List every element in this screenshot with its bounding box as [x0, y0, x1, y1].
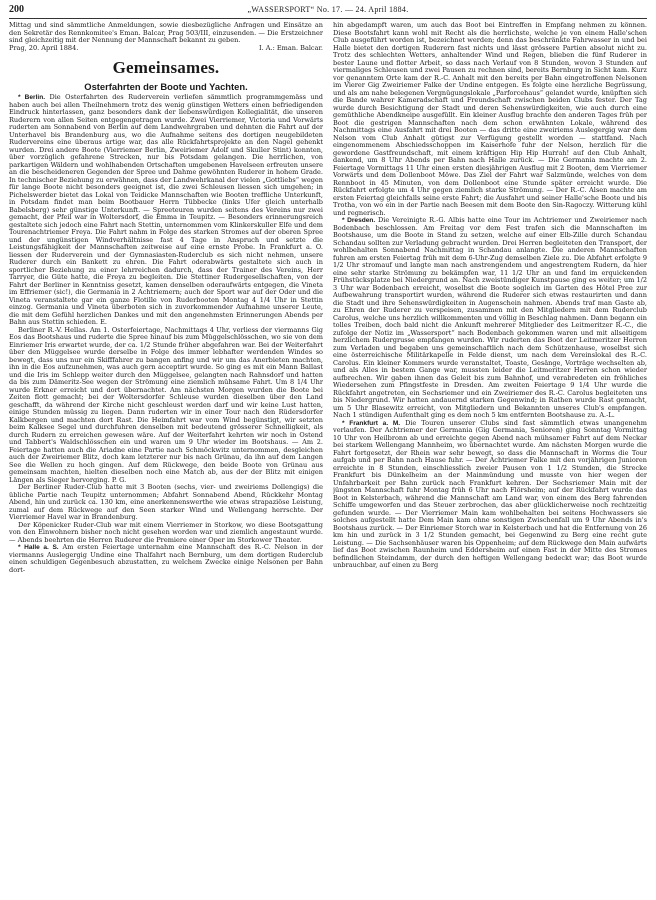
berlin-dateline: * Berlin.: [18, 94, 46, 101]
halle-dateline: * Halle a. S.: [18, 544, 59, 551]
halle-body: Am ersten Feiertage unternahm eine Mannschaft des R.-C. Nelson in der viermanns Auslegergig Undine eine Thalfahrt nach Bernburg, um dem dortigen Ruderclub einen schuldigen Gegenbesuch abzustatten, zu welchem Zwecke einige Nelsonen per Bahn dort-: [9, 543, 323, 574]
koepenick-article: Der Köpenicker Ruder-Club war mit einem Vierriemer in Storkow, wo diese Bootsgattung von den Einwohnern bisher noch nicht gesehen worden war und ziemlich angestaunt wurde. — Abends beehrten die Herren Ruderer die Premiere einer Oper im Storkower Theater.: [9, 520, 323, 544]
signature-place: Prag, 20. April 1884.: [9, 43, 79, 52]
brc-article: Der Berliner Ruder-Club hatte mit 3 Booten (sechs, vier- und zweiriems Dollengigs) die übliche Partie nach Teupitz unternommen; Abfahrt Sonnabend Abend, Rückkehr Montag Abend, hin und zurück ca. 130 km, eine anerkennenswerthe wie etwas strapaziöse Leistung, zumal auf dem Rückwege auf den Seen starker Wind und Wellengang herrschte. Der Vierriemer Havel war in Brandenburg.: [9, 483, 323, 521]
intro-paragraph: Mittag und sind sämmtliche Anmeldungen, sowie diesbezügliche Anfragen und Einsätze an den Sekretär des Rennkomitee's Eman. Balcar, Prag 503/III, einzusenden. — Die Erstzeichner sind gleichzeitig mit der Nennung der Mannschaft bekannt zu geben.: [9, 22, 323, 44]
page-number: 200: [9, 4, 24, 15]
right-column: [333, 22, 647, 896]
berlin-article: [9, 94, 323, 327]
section-title: Gemeinsames.: [112, 58, 220, 77]
frankfurt-dateline: * Frankfurt a. M.: [342, 419, 401, 427]
columns: [9, 22, 647, 896]
left-column: [9, 22, 323, 896]
section-subtitle: Osterfahrten der Boote und Yachten.: [84, 81, 248, 92]
frankfurt-body: Die Touren unserer Clubs sind fast sämmtlich etwas unangenehm verlaufen. Der Achtriemer der Germania (Gig Germania, Senioren) ging Sonntag Vormittag 10 Uhr von Heilbronn ab und erreichte gegen Abend nach mühsamer Fahrt auf dem Neckar bei starkem Wellengang Mannheim, wo übernachtet wurde. Am nächsten Morgen wurde die Fahrt fortgesetzt, der Rhein war sehr bewegt, so dass die Mannschaft in Worms die Tour aufgab und per Bahn nach Hause fuhr. — Der Achtriemer Falke mit den vorjährigen Junioren erreichte in 8 Stunden, einschliesslich zweier Pausen von 1 1/2 Stunden, die Strecke Frankfurt bis Dünkelheim an der Mainmündung und musste von hier wegen der Unfahrbarkeit per Bahn zurück nach Frankfurt kehren. Der Sechsriemer Main mit der jüngsten Mannschaft fuhr Montag früh 6 Uhr nach Flörsheim; auf der Rückfahrt wurde das Boot in Kelsterbach, während die Mannschaft am Land war, von einem des Berg fahrenden Schiffe umgeworfen und das Steuer zerbrochen, das aber glücklicherweise noch rechtzeitig gefunden wurde. — Der Vierriemer Main kam wohlbehalten bei seitens Hochwassers sie solches aufgestellt hatte Dem Main kam ohne sonstigen Zwischenfall um 9 Uhr Abends in's Bootshaus zurück. — Der Einriemer Storch war in Kelsterbach und hat die Entfernung von 26 km hin und zurück in 3 1/2 Stunden gemacht, bei Gegenwind zu Berg eine recht gute Leistung. — Die Sachsenhäuser waren bis Oppenheim; auf dem Rückwege den Main aufwärts lief das Boot zwischen Raunheim und Eddersheim auf einen Fast in der Mitte des Stromes befindlichen Steindamm, der durch den heftigen Wellengang bedeckt war; das Boot wurde unbrauchbar, auf einen zu Berg: [333, 418, 647, 569]
running-title: „WASSERSPORT“ No. 17. — 24. April 1884.: [247, 5, 409, 14]
berlin-body: Die Osterfahrten des Ruderverein verliefen sämmtlich programmgemäss und haben auch bei allen Theilnehmern trotz des wenig günstigen Wetters einen befriedigenden Eindruck hinterlassen, ganz besonders dank der liebenswürdigen Kollegialität, die unseren Ruderern von allen Seiten entgegengetragen wurde. Zwei Vierriemer, Victoria und Vorwärts ruderten am Sonnabend von Berlin auf dem Landwehrgraben und dehnten die Fahrt auf der Unterhavel bis Brandenburg aus, wo die Aufnahme seitens des dortigen neugebildeten Rudervereins eine überaus artige war, das alle Rückfahrtsprojekte an den Nagel gehenkt wurden. Drei andere Boote (Vierriemer Berlin, Zweiriemer Adolf und Skuller Stint) konnten, über vorzüglich gefahrene Strecken, nur bis Potsdam gelangen. Die herrlichen, von parkartigen Wäldern und wohlhabenden Ortschaften umgebenen Havelseen erfreuten unsere an die bescheideneren Gegenden der Spree und Dahme gewöhnten Ruderer in hohem Grade. In technischer Beziehung zu erwähnen, dass der Landwehrkanal der vielen „Gottliebs“ wegen für lange Boote nicht besonders geeignet ist, die zwei Schleusen liessen sich umgehen; in Pichelswerder bietet das Lokal von Teidicke Mannschaften wie Booten treffliche Unterkunft, in Potsdam findet man beim Bootbauer Herrn Tübbecke (links Ufer gleich unterhalb Babelsberg) sehr günstige Unterkunft. — Spreeteuren wurden seitens des Vereins nur zwei gemacht, der Pfeil war in Woltersdorf, die Emma in Teupitz. — Besonders erinnerungsreich gestaltete sich jedoch eine Fahrt nach Stettin, unternommen vom Klinkerskuller Elfe und dem Tourenachtriemer Freya. Die Fahrt nahm in Folge des starken Stromes auf der oberen Spree und der ungünstigen Windverhältnisse fast 4 Tage in Anspruch und setzte die Leistungsfähigkeit der Mannschaften zeitweise auf eine ernste Probe. In Frankfurt a. O. liessen der Ruderverein und der Gymnasiasten-Ruderclub es sich nicht nehmen, unsere Ruderer durch ein Bankett zu ehren. Die Fahrt oderabwärts gestaltete sich auch in sportlicher Beziehung zu einer lehrreichen dadurch, dass der Trainer des Vereins, Herr Tarryer, die Güte hatte, die Freya zu begleiten. Die Stettiner Rudergesellschaften, von der Fahrt der Berliner in Kenntniss gesetzt, kamen denselben oderaufwärts entgegen, die Vineta im Effriemer (sic!), die Germania in 2 Achtriemern; auch der Sport war auf der Oder und die Vineta veranstaltete gar ein ganze Flotille von Ruderbooten Montag 4 1/4 Uhr in Stettin einzog. Germania und Vineta überboten sich in zuvorkommender Aufnahme unserer Leute, die mit dem Gefühl herzlichen Dankes und mit den angenehmsten Erinnerungen Abends per Bahn aus Stettin schieden. E.: [9, 93, 323, 326]
dresden-article: [333, 217, 647, 420]
page-header: [9, 4, 647, 19]
dresden-body: Die Vereinigte R.-G. Albis hatte eine Tour im Achtriemer und Zweiriemer nach Bodenbach beschlossen. Am Freitag vor dem Fest trafen sich die Mannschaften im Bootshause, um die Boote in Stand zu setzen, welche auf einer Elb-Zille durch Schandau Schandau sollten zur Verladung gebracht wurden. Drei Herren begleiteten den Transport, der wohlbehalten Sonnabend Nachmittag in Schandau anlangte. Die anderen Mannschaften fuhren am ersten Feiertag früh mit dem 6-Uhr-Zug demselben Ziele zu. Die Abfahrt erfolgte 9 1/2 Uhr stromauf und langte man nach anstrengendem und angestrengtem Rudern, da hier eine sehr starke Strömung zu bekämpfen war, 11 1/2 Uhr an und fand im erquickenden Frühstücksplatze bei Niedergrund an. Nach zweistündiger Kunstpause ging es weiter; um 1/2 3 Uhr war Bodenbach erreicht, woselbst die Boote sogleich im Garten des Hôtel Pree zur Aufbewahrung transportirt wurden, während die Ruderer sich etwas restaurirten und dann die Stadt und ihre Sehenswürdigkeiten in Augenschein nahmen. Abends traf man Gaste ab, zu Ehren der Ruderer zu verspeisen, zusammen mit den Mitgliedern mit dem Ruderclub Carolus, welche uns herzlich willkommenten und völlig in Beschlag nahmen. Dann begann ein tolles Treiben, doch bald nicht die Ankunft mehrerer Mitglieder des Leitmeritzer R.-C., die zufolge der Notiz im „Wassersport“ nach Bodenbach gekommen waren und mit allseitigem herzlichem Rudergrusse empfangen wurden. Wir ruderten das Boot der Leitmeritzer Herren zum Verladen und begaben uns gemeinschaftlich nach dem Schützenhause, woselbst sich eine österreichische Militärkapelle in Felde dienst, um nach dem Vereinslokal des R.-C. Carolus. Ein kleiner Kommers wurde veranstaltet, Toaste, Gesänge, Vorträge wechselten ab, und als Alles in bestem Gange war, mussten leider die Leitmeritzer Herren schon wieder aufbrechen. Wir gaben ihnen das Geleit bis zum Bahnhof, und verabredeten ein fröhliches Wiedersehen zum Pfingstfeste in Dresden. Am zweiten Feiertage 9 1/4 Uhr wurde die Rückfahrt angetreten, ein Sechsriemer und ein Zweiriemer des R.-C. Carolus begleiteten uns bis Niedergrund. Wir hatten andauernd starken Gegenwind; in Rathen wurde Rast gemacht, um 5 Uhr Blasewitz erreicht, von Mitgliedern und Bekannten unseres Club's empfangen. Nach 1 stündigen Aufenthalt ging es dem noch 5 km entfernten Bootshause zu. A.-L.: [333, 216, 647, 419]
signature-name: I. A.: Eman. Balcar.: [259, 43, 323, 52]
frankfurt-article: [333, 420, 647, 570]
signature-line: [9, 45, 323, 53]
hellas-article: Berliner R.-V. Hellas. Am 1. Osterfeiertage, Nachmittags 4 Uhr, verliess der viermanns Gig Eos das Bootshaus und ruderte die Spree hinauf bis zum Müggelschlösschen, wo sie von dem Einriemer Iris erwartet wurde, der ca. 1/2 Stunde früher abgefahren war. Bei der Weiterfahrt über den Müggelsee wurde derselbe in Folge des immer lebhafter werdenden Windes so bewegt, dass uns nur ein Skifffahrer zu bangen anfing und wir um das Anerbieten machten, ihn in die Eos aufzunehmen, was auch gern acceptirt wurde. So ging es mit ein Mann Ballast und die Iris im Schlepp weiter durch den Müggelsee, gelangten nach Rahnsdorf und hatten da bis zum Dämeritz-See wegen der Strömung eine ziemlich mühsame Fahrt. Um 8 1/4 Uhr wurde Erkner erreicht und dort übernachtet. Am nächsten Morgen wurden die Boote bei Zeiten flott gemacht; bei der Woltersdorfer Schleuse wurden dieselben über den Land geschafft, da während der Kirche nicht geschleust werden darf und wir keine Lust hatten, einige Stunden müssig zu liegen. Dann ruderten wir in einer Tour nach den Rüdersdorfer Kalkbergen und machten dort Rast. Die Heimfahrt war vom Wind begünstigt, wir setzten beim Kalksee Segel und durchfuhren denselben mit bedeutend grösserer Schnelligkeit, als durch Rudern zu erreichen gewesen wäre. Auf der Weiterfahrt kehrten wir noch in Ostend und Tabbert's Waldschlösschen ein und waren um 9 Uhr wieder im Bootshaus. — Am 2. Feiertage hatten auch die Ariadne eine Partie nach Schmöckwitz unternommen, desgleichen auch der Zweiriemer Blitz, doch kam letzterer nur bis nach Grünau, da ihn auf dem Langen See die Wellen zu hoch gingen. Auf dem Rückwege, den beide Boote von Grünau aus gemeinsam machten, hielten dieselben noch eine Match ab, aus der der Blitz mit einigen Längen als Sieger hervorging. P. G.: [9, 325, 323, 484]
halle-continued: hin abgedampft waren, um auch das Boot bei Eintreffen in Empfang nehmen zu können. Diese Bootsfahrt kann wohl mit Recht als die herrlichste, welche je von einem Halle'schen Club ausgeführt worden ist, bezeichnet werden; denn das beschränkte Fahrwasser in und bei Halle bietet den dortigen Ruderern fast nichts und lässt grössere Partien absolut nicht zu. Trotz des schlechten Wetters, anhaltender Wind und Regen, blieben die fünf Ruderer in bester Laune und flotter Arbeit, so dass nach Verlauf von 8 Stunden, wovon 3 Stunden auf viermaliges Schleusen und zwei Pausen zu rechnen sind, bereits Bernburg in Sicht kam. Kurz vor genanntem Orte kam der R.-C. Anhalt mit den bereits per Bahn eingetroffenen Nelsonen im Vierer Gig Zweiriemer Falke der Undine entgegen. Es folgte eine herzliche Begrüssung, und als am nahe belegenen Vergnügungslokale „Parforcehaus“ gelandet wurde, knüpften sich die Bande wahrer Kameradschaft und Freundschaft zwischen beiden Clubs fester. Der Tag wurde durch Besichtigung der Stadt und deren Sehenswürdigkeiten, wie auch durch eine gemüthliche Abendkneipe ausgefüllt. Ein kleiner Ausflug brachte den anderen Tages früh per Boot die gestrigen Mannschaften nach dem schon erwähnten Lokale, während des Nachmittags eine Ausfahrt mit drei Booten — das dritte eine zweiriems Auslegergig war dem Nelson vom Club Anhalt gütigst zur Verfügung gestellt worden — stattfand. Nach eingenommenem Abschiedsschoppen im Kaiserhofe fuhr der Nelson, herzlich für die gewordene Gastfreundschaft, mit einem kräftigen Hip Hip Hurrah! auf den Club Anhalt, dankend, um 8 Uhr Abends per Bahn nach Halle zurück. — Die Germania machte am 2. Feiertage Vormittags 11 Uhr einen ersten diesjährigen Ausflug mit 2 Booten, dem Vierriemer Vorwärts und dem Dollenboot Möwe. Das Ziel der Fahrt war Salzmünde, welches von dem Rennboot in 45 Minuten, von dem Dollenboot eine Stunde später erreicht wurde. Die Rückfahrt erfolgte um 4 Uhr gegen ziemlich starke Strömung. — Der R.-C. Alsen machte am ersten Feiertag gleichfalls seine erste Fahrt; die Ausfahrt und seiner Halle'sche Boote und bis Trotha, von wo ein in der Partie nach Beesen mit dem Boote den Sin-Ragoczy. Witterung kühl und regnerisch.: [333, 22, 647, 217]
dresden-dateline: * Dresden.: [342, 217, 376, 224]
halle-article: [9, 544, 323, 574]
